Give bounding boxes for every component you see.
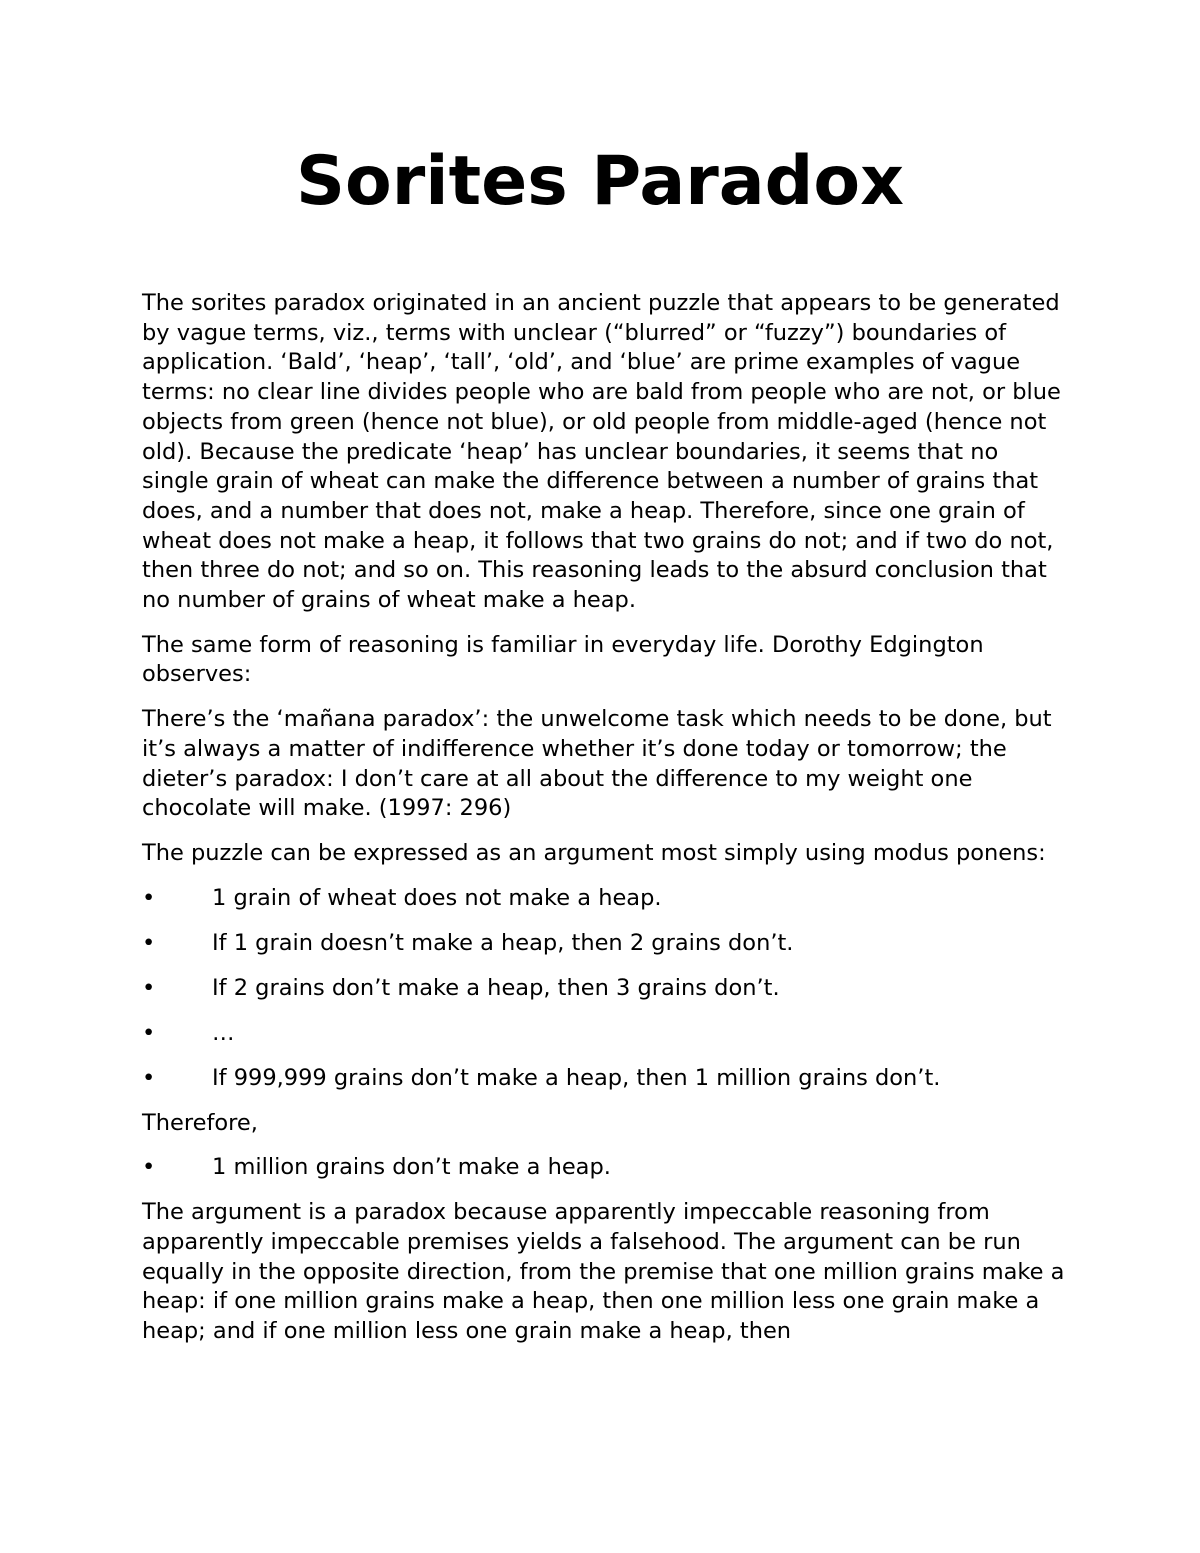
therefore-label: Therefore, [142,1109,258,1136]
closing-paragraph: The argument is a paradox because apparently impeccable reasoning from apparently impeccable premises yields a falsehood. The argument can be run equally in the opposite direction, from the premise that one million grains make a heap: if one million grains make a heap, then one million less one grain make a heap; and if one million less one grain make a heap, then [142,1199,1065,1345]
bullet-icon: • [142,929,156,956]
premise-item [142,884,1067,914]
edgington-intro-paragraph: The same form of reasoning is familiar in everyday life. Dorothy Edgington observes: [142,631,984,688]
premise-text: If 999,999 grains don’t make a heap, then 1 million grains don’t. [212,1064,941,1091]
modus-ponens-paragraph: The puzzle can be expressed as an argument most simply using modus ponens: [142,839,1046,866]
bullet-icon: • [142,1154,156,1181]
bullet-icon: • [142,884,156,911]
conclusion-item [142,1153,1067,1183]
edgington-quote-paragraph: There’s the ‘mañana paradox’: the unwelcome task which needs to be done, but it’s always a matter of indifference whether it’s done today or tomorrow; the dieter’s paradox: I don’t care at all about the difference to my weight one chocolate will make. (1997: 296) [142,706,1052,822]
premise-item [142,974,1067,1004]
premise-item [142,1019,1067,1049]
document-title: Sorites Paradox [296,142,904,221]
premise-text: If 2 grains don’t make a heap, then 3 grains don’t. [212,974,780,1001]
premise-item [142,1064,1067,1094]
bullet-icon: • [142,974,156,1001]
bullet-icon: • [142,1019,156,1046]
conclusion-text: 1 million grains don’t make a heap. [212,1154,611,1181]
premises-list [142,884,1067,1094]
premise-item [142,929,1067,959]
conclusion-list [142,1153,1067,1183]
intro-paragraph: The sorites paradox originated in an ancient puzzle that appears to be generated by vague terms, viz., terms with unclear (“blurred” or “fuzzy”) boundaries of application. ‘Bald’, ‘heap’, ‘tall’, ‘old’, and ‘blue’ are prime examples of vague terms: no clear line divides people who are bald from people who are not, or blue objects from green (hence not blue), or old people from middle-aged (hence not old). Because the predicate ‘heap’ has unclear boundaries, it seems that no single grain of wheat can make the difference between a number of grains that does, and a number that does not, make a heap. Therefore, since one grain of wheat does not make a heap, it follows that two grains do not; and if two do not, then three do not; and so on. This reasoning leads to the absurd conclusion that no number of grains of wheat make a heap. [142,290,1061,614]
bullet-icon: • [142,1064,156,1091]
premise-text: 1 grain of wheat does not make a heap. [212,884,662,911]
document-body [142,289,1067,1362]
premise-text: If 1 grain doesn’t make a heap, then 2 grains don’t. [212,929,794,956]
premise-text: … [212,1019,235,1046]
